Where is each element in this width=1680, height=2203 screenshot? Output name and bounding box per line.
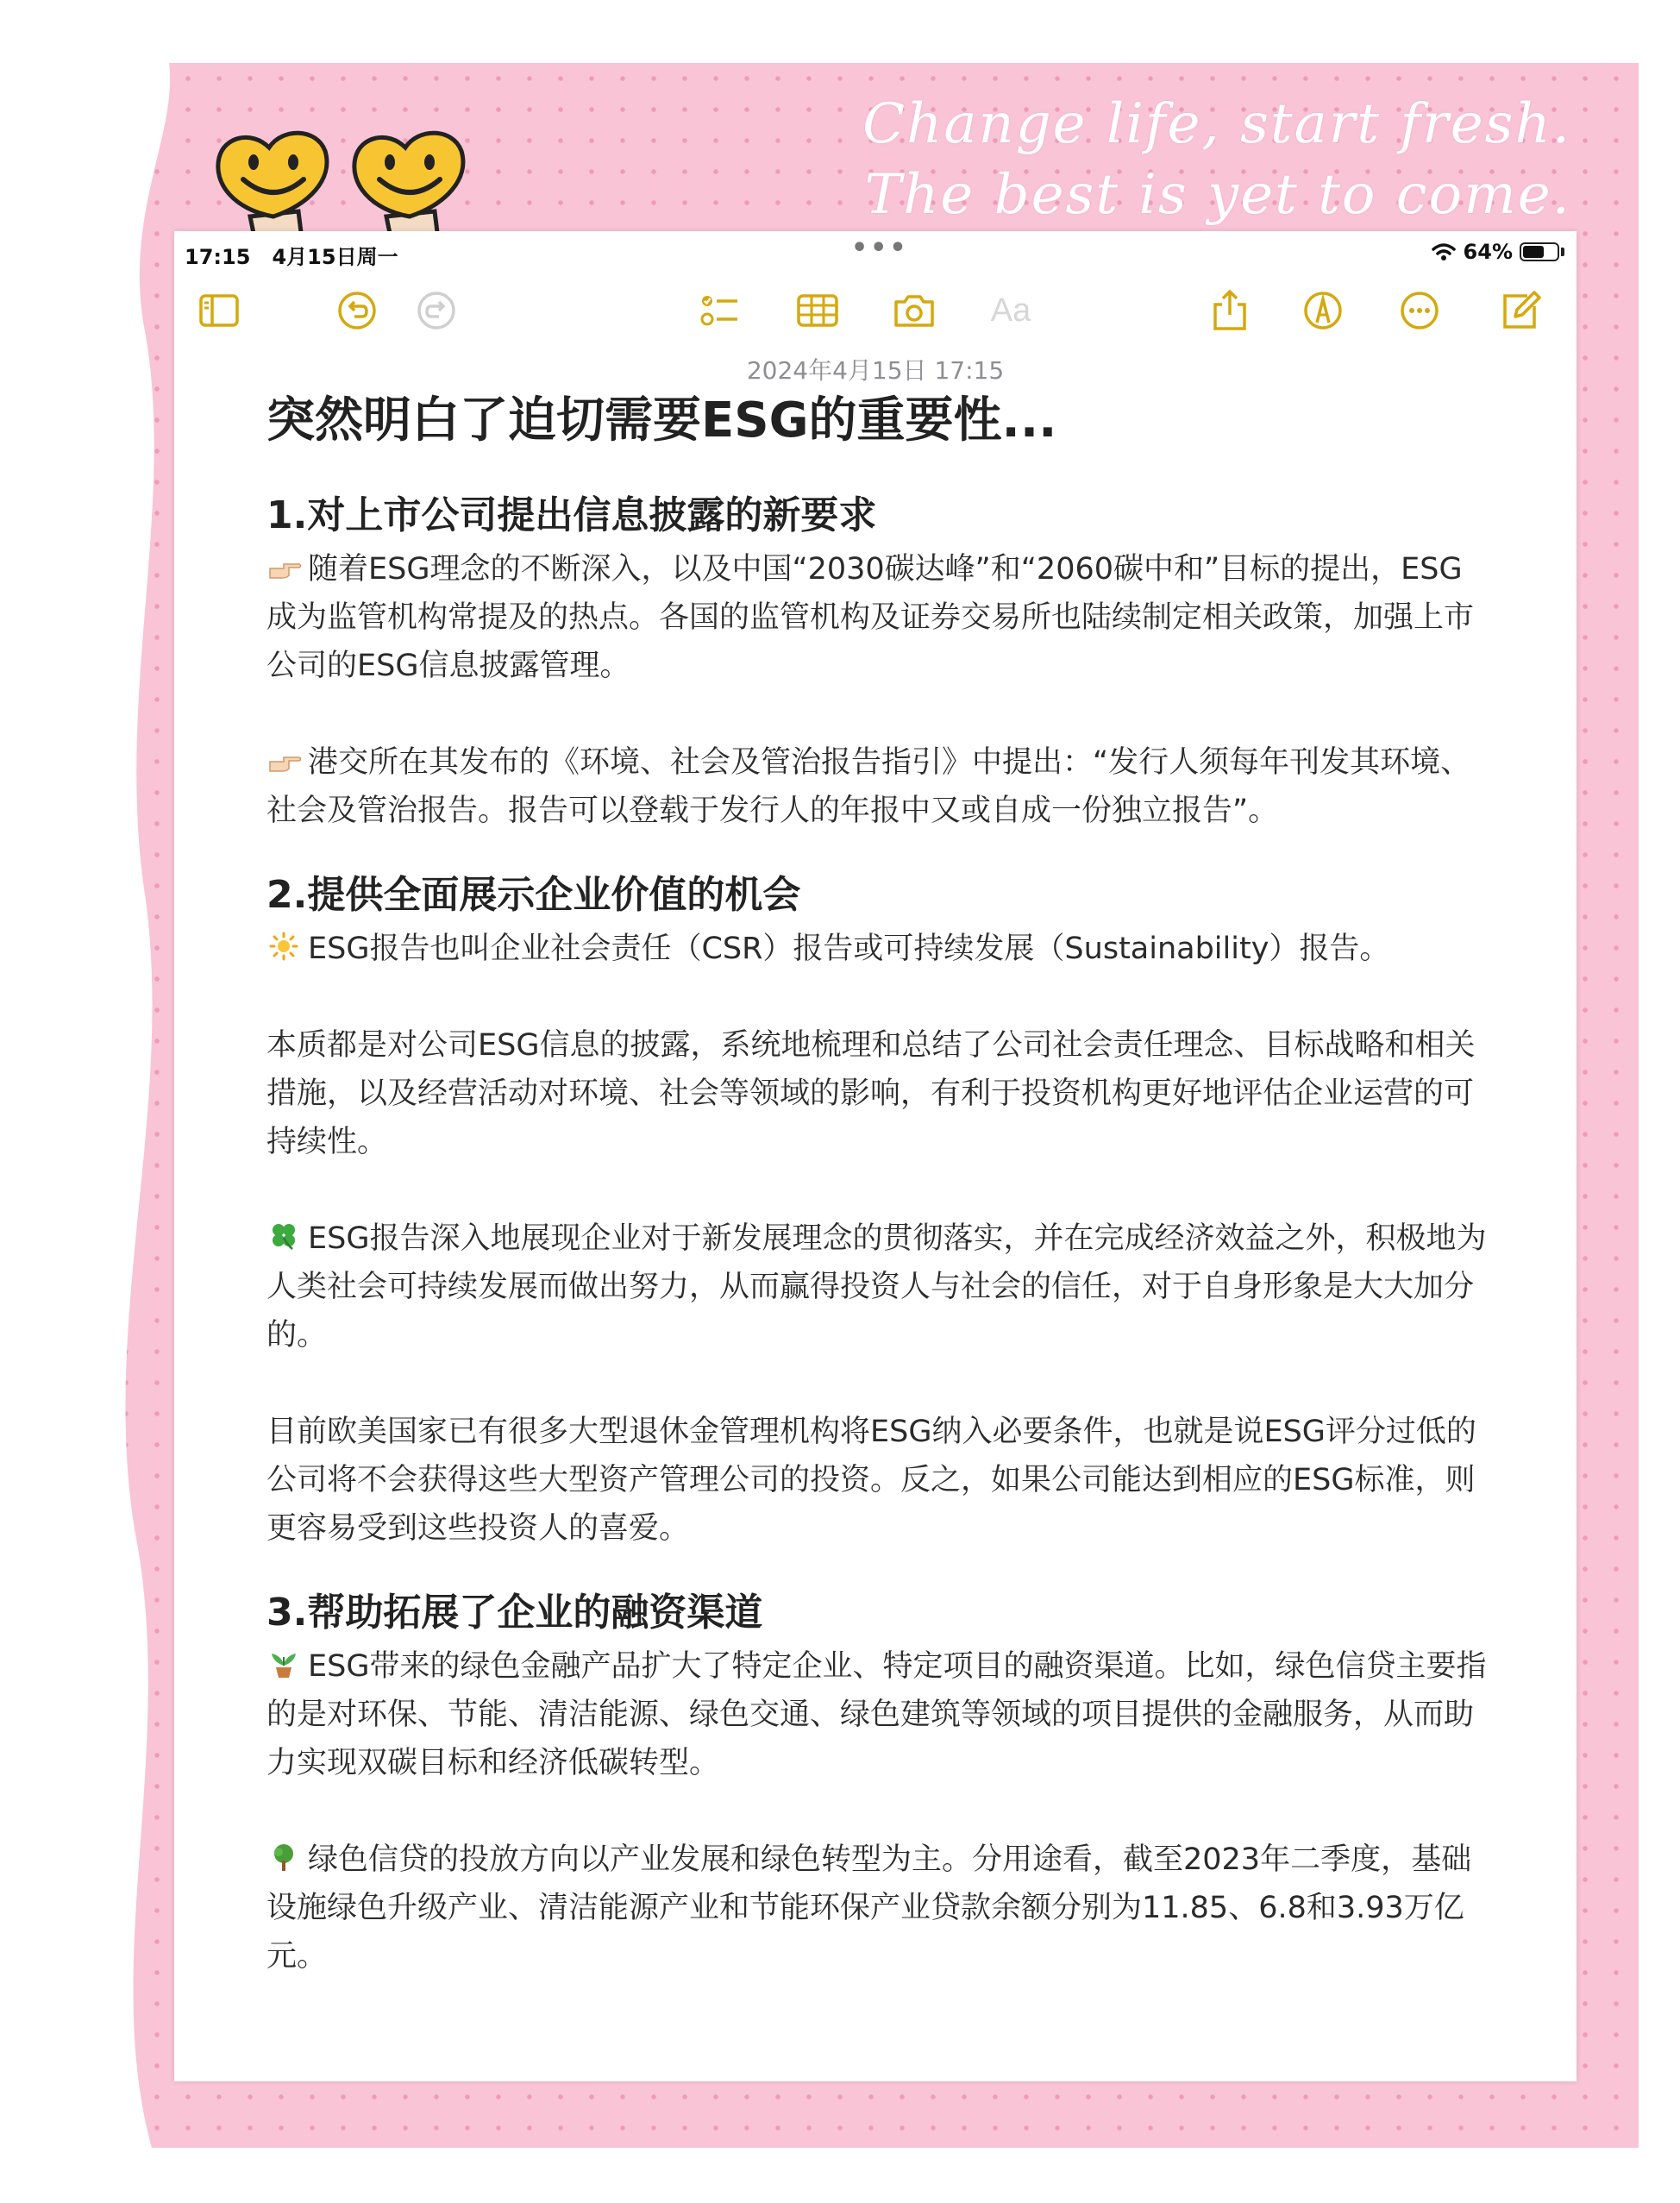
compose-note-button[interactable] <box>1494 285 1545 336</box>
camera-button[interactable] <box>888 285 940 336</box>
potted-plant-icon <box>266 1648 303 1679</box>
note-body[interactable] <box>266 386 1491 1980</box>
pointing-hand-icon <box>266 744 303 775</box>
insert-table-button[interactable] <box>792 285 843 336</box>
table-icon <box>794 287 841 334</box>
compose-icon <box>1496 287 1543 334</box>
paragraph: ESG报告也叫企业社会责任（CSR）报告或可持续发展（Sustainability）报告。 <box>266 925 1491 973</box>
undo-button[interactable] <box>331 285 383 336</box>
status-bar <box>174 231 1577 273</box>
multitasking-dots[interactable]: ••• <box>851 233 909 263</box>
redo-icon <box>413 287 460 334</box>
markup-button[interactable] <box>1297 285 1349 336</box>
camera-icon <box>891 287 937 334</box>
slogan-text: Change life, start fresh. The best is yet to come. <box>862 92 1571 227</box>
section-heading: 1.对上市公司提出信息披露的新要求 <box>266 493 877 537</box>
share-icon <box>1207 287 1253 334</box>
markup-icon <box>1300 287 1346 334</box>
paragraph: 随着ESG理念的不断深入，以及中国“2030碳达峰”和“2060碳中和”目标的提出，ESG成为监管机构常提及的热点。各国的监管机构及证券交易所也陆续制定相关政策，加强上市公司的ESG信息披露管理。 <box>266 552 1475 683</box>
more-icon <box>1396 287 1443 334</box>
notes-toolbar <box>174 285 1577 354</box>
share-button[interactable] <box>1204 285 1256 336</box>
battery-icon <box>1520 242 1559 261</box>
four-leaf-clover-icon <box>266 1221 303 1252</box>
section-heading: 2.提供全面展示企业价值的机会 <box>266 873 801 917</box>
checklist-button[interactable] <box>693 285 745 336</box>
paragraph: ESG报告深入地展现企业对于新发展理念的贯彻落实，并在完成经济效益之外，积极地为人类社会可持续发展而做出努力，从而赢得投资人与社会的信任，对于自身形象是大大加分的。 <box>266 1221 1487 1353</box>
pointing-hand-icon <box>266 551 303 582</box>
wifi-icon <box>1431 242 1457 262</box>
status-time: 17:15 4月15日周一 <box>185 245 398 269</box>
paragraph: 本质都是对公司ESG信息的披露，系统地梳理和总结了公司社会责任理念、目标战略和相关措施，以及经营活动对环境、社会等领域的影响，有利于投资机构更好地评估企业运营的可持续性。 <box>266 1028 1476 1159</box>
status-date: 4月15日周一 <box>272 245 398 269</box>
section-heading: 3.帮助拓展了企业的融资渠道 <box>266 1591 763 1635</box>
note-title: 突然明白了迫切需要ESG的重要性... <box>266 392 1057 449</box>
checklist-icon <box>696 287 743 334</box>
text-format-icon: Aa <box>990 292 1031 329</box>
paragraph: 目前欧美国家已有很多大型退休金管理机构将ESG纳入必要条件，也就是说ESG评分过低的公司将不会获得这些大型资产管理公司的投资。反之，如果公司能达到相应的ESG标准，则更容易受到这些投资人的喜爱。 <box>266 1415 1476 1546</box>
note-timestamp: 2024年4月15日 17:15 <box>746 356 1005 385</box>
sidebar-icon <box>196 287 242 334</box>
sidebar-toggle-button[interactable] <box>193 285 245 336</box>
sun-icon <box>266 931 303 962</box>
text-format-button[interactable] <box>985 285 1037 336</box>
redo-button[interactable] <box>411 285 462 336</box>
paragraph: 港交所在其发布的《环境、社会及管治报告指引》中提出：“发行人须每年刊发其环境、社会及管治报告。报告可以登载于发行人的年报中又或自成一份独立报告”。 <box>266 745 1471 828</box>
tree-icon <box>266 1842 303 1873</box>
paragraph: 绿色信贷的投放方向以产业发展和绿色转型为主。分用途看，截至2023年二季度，基础设施绿色升级产业、清洁能源产业和节能环保产业贷款余额分别为11.85、6.8和3.93万亿元。 <box>266 1842 1472 1974</box>
battery-percentage: 64% <box>1463 240 1513 264</box>
undo-icon <box>334 287 380 334</box>
notes-app-screen <box>174 231 1577 2081</box>
paragraph: ESG带来的绿色金融产品扩大了特定企业、特定项目的融资渠道。比如，绿色信贷主要指的是对环保、节能、清洁能源、绿色交通、绿色建筑等领域的项目提供的金融服务，从而助力实现双碳目标和经济低碳转型。 <box>266 1649 1487 1780</box>
more-options-button[interactable] <box>1394 285 1445 336</box>
